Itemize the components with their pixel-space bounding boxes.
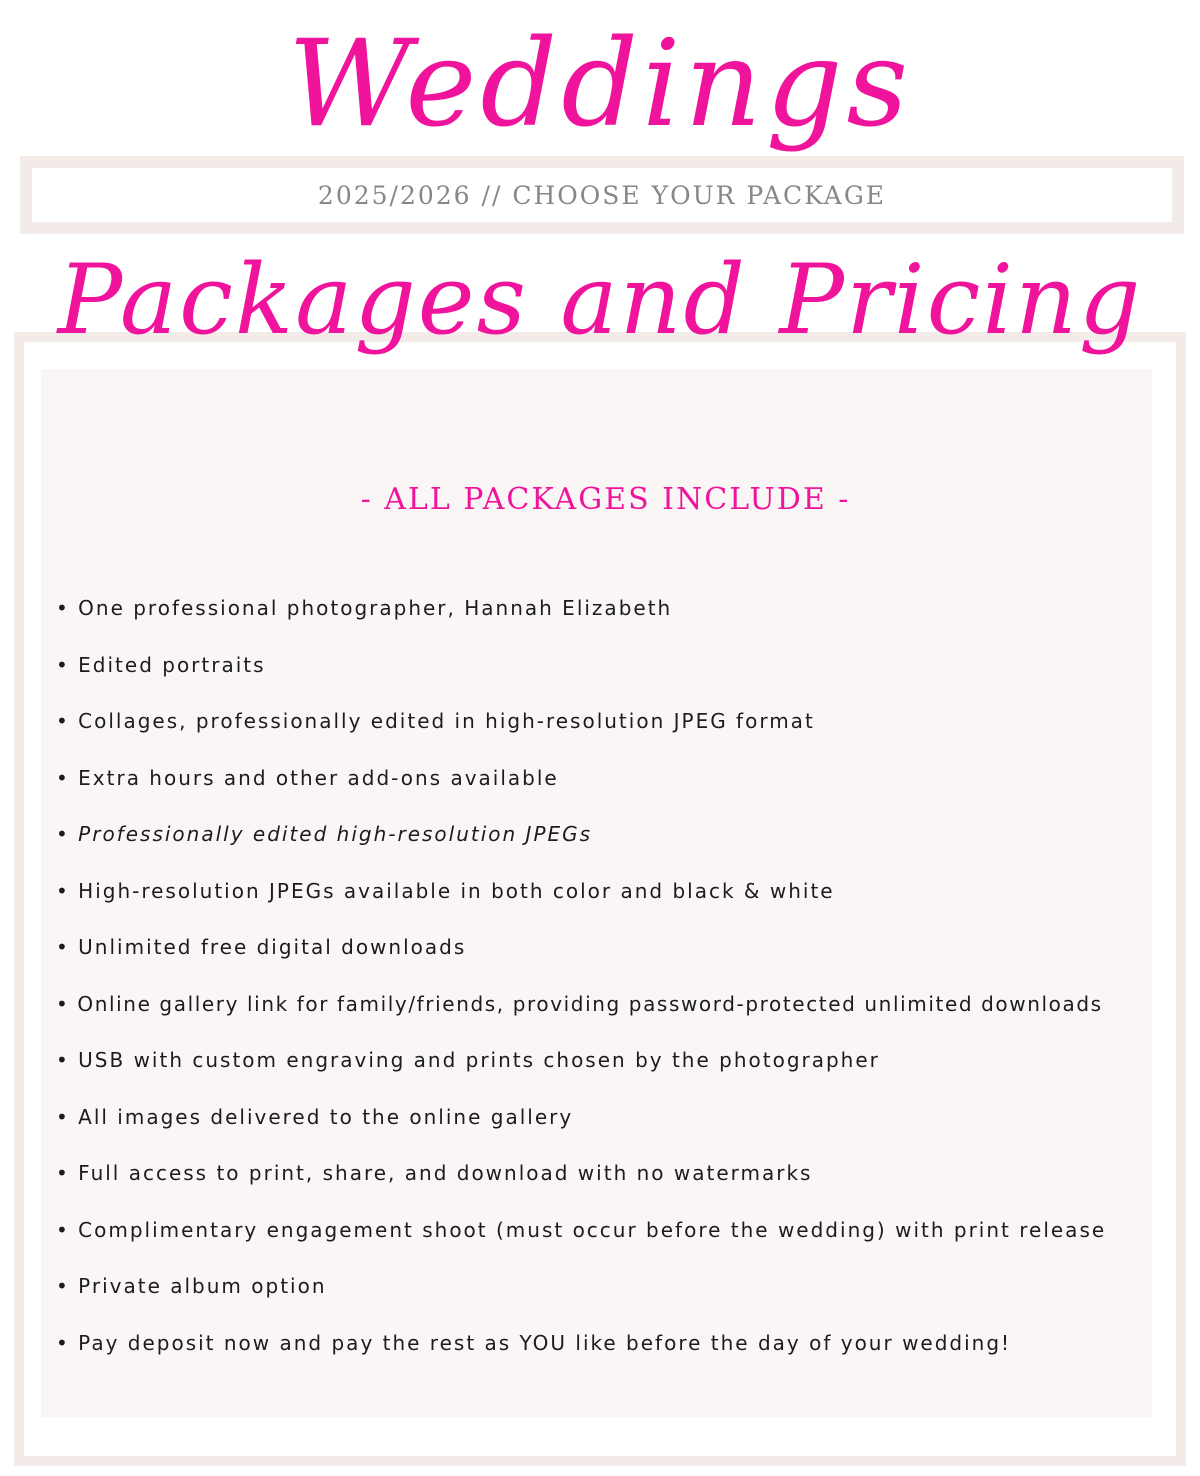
list-item: • Collages, professionally edited in high-resolution JPEG format [56,701,1176,758]
list-item: • One professional photographer, Hannah Elizabeth [56,588,1176,645]
list-item: • Full access to print, share, and download with no watermarks [56,1153,1176,1210]
list-item: • Pay deposit now and pay the rest as YOU like before the day of your wedding! [56,1323,1176,1380]
section-title: Packages and Pricing [57,244,1143,356]
list-item: • Complimentary engagement shoot (must occur before the wedding) with print release [56,1210,1176,1267]
includes-list [56,588,1176,1379]
page-title: Weddings [287,15,913,154]
list-item: • Unlimited free digital downloads [56,927,1176,984]
includes-heading: - ALL PACKAGES INCLUDE - [360,482,851,517]
list-item: • Extra hours and other add-ons available [56,758,1176,815]
list-item: • Edited portraits [56,645,1176,702]
list-item: • Private album option [56,1266,1176,1323]
list-item: • Professionally edited high-resolution JPEGs [56,814,1176,871]
list-item: • High-resolution JPEGs available in both color and black & white [56,871,1176,928]
list-item: • Online gallery link for family/friends, providing password-protected unlimited downloads [56,984,1176,1041]
list-item: • USB with custom engraving and prints chosen by the photographer [56,1040,1176,1097]
list-item: • All images delivered to the online gallery [56,1097,1176,1154]
package-banner: 2025/2026 // CHOOSE YOUR PACKAGE [30,166,1174,224]
